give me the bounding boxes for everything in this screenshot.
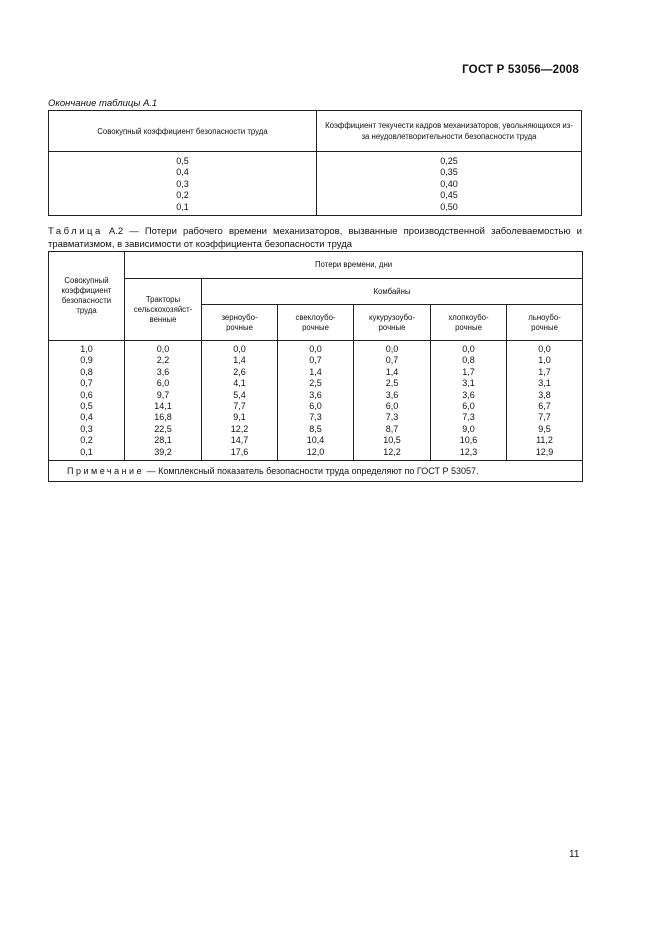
cell-value: 0,40 (440, 178, 458, 189)
table2-combine-grain-header: зерноубо-рочные (202, 305, 278, 341)
cell-value: 39,2 (154, 446, 172, 457)
cell-value: 9,5 (538, 423, 551, 434)
cell-value: 14,1 (154, 401, 172, 412)
cell-value: 7,3 (309, 412, 322, 423)
cell-value: 0,3 (176, 178, 189, 189)
cell-value: 1,7 (538, 366, 551, 377)
cell-value: 7,7 (538, 412, 551, 423)
cell-value: 9,1 (233, 412, 246, 423)
cell-value: 12,2 (230, 423, 249, 434)
cell-value: 0,0 (233, 344, 246, 354)
table2-caption-text: А.2 — Потери рабочего времени механизаторов, вызванные производственной заболеваемостью и травматизмом, в зависимости от коэффициента безопасности труда (48, 226, 582, 250)
cell-value: 2,5 (385, 378, 399, 389)
cell-value: 0,1 (176, 201, 189, 212)
cell-value: 0,45 (440, 190, 458, 201)
cell-value: 7,3 (385, 412, 399, 423)
cell-value: 0,0 (156, 344, 170, 354)
cell-value: 0,7 (385, 355, 399, 366)
table2-note-prefix: Примечание (67, 466, 145, 477)
cell-value: 14,7 (230, 435, 249, 446)
cell-value: 6,0 (309, 401, 322, 412)
cell-value: 28,1 (154, 435, 172, 446)
cell-value: 1,4 (233, 355, 246, 366)
cell-value: 0,3 (80, 423, 93, 434)
cell-value: 3,6 (462, 389, 475, 400)
cell-value: 0,35 (440, 167, 458, 178)
table2-combines-header: Комбайны (202, 279, 583, 305)
cell-value: 1,4 (385, 366, 399, 377)
table-a1-end (48, 110, 582, 216)
table2-combine-cotton-header: хлопкоубо-рочные (431, 305, 507, 341)
cell-value: 0,7 (309, 355, 322, 366)
cell-value: 6,0 (156, 378, 170, 389)
cell-value: 1,4 (309, 366, 322, 377)
table2-flax-values (507, 341, 583, 461)
table2-loss-header: Потери времени, дни (125, 252, 583, 279)
cell-value: 12,3 (459, 446, 478, 457)
cell-value: 0,1 (80, 446, 93, 457)
cell-value: 3,1 (462, 378, 475, 389)
cell-value: 12,2 (383, 446, 401, 457)
cell-value: 0,4 (80, 412, 93, 423)
cell-value: 4,1 (233, 378, 246, 389)
cell-value: 2,6 (233, 366, 246, 377)
cell-value: 3,6 (385, 389, 399, 400)
cell-value: 0,7 (80, 378, 93, 389)
cell-value: 0,0 (462, 344, 475, 354)
cell-value: 8,7 (385, 423, 399, 434)
cell-value: 0,9 (80, 355, 93, 366)
cell-value: 7,7 (233, 401, 246, 412)
table2-safety-values (49, 341, 125, 461)
table2-tractors-header: Тракторы сельскохозяйст-венные (125, 279, 202, 341)
table1-col1-values (49, 152, 317, 216)
cell-value: 12,0 (306, 446, 325, 457)
cell-value: 7,3 (462, 412, 475, 423)
cell-value: 10,4 (306, 435, 325, 446)
table2-combine-beet-header: свеклоубо-рочные (278, 305, 354, 341)
cell-value: 0,0 (538, 344, 551, 354)
cell-value: 0,8 (80, 366, 93, 377)
table2-caption-prefix: Таблица (48, 226, 103, 237)
cell-value: 0,2 (80, 435, 93, 446)
table2-note-text: — Комплексный показатель безопасности труда определяют по ГОСТ Р 53057. (144, 466, 479, 477)
cell-value: 11,2 (536, 435, 553, 446)
cell-value: 0,8 (462, 355, 475, 366)
cell-value: 6,0 (385, 401, 399, 412)
cell-value: 0,25 (440, 156, 458, 166)
cell-value: 0,6 (80, 389, 93, 400)
cell-value: 9,0 (462, 423, 475, 434)
cell-value: 22,5 (154, 423, 172, 434)
table2-beet-values (278, 341, 354, 461)
cell-value: 16,8 (154, 412, 172, 423)
table2-cotton-values (431, 341, 507, 461)
table2-grain-values (202, 341, 278, 461)
table2-safety-header: Совокупный коэффициент безопасности труда (49, 252, 125, 341)
table1-caption: Окончание таблицы А.1 (48, 98, 158, 109)
table1-col2-values (317, 152, 582, 216)
cell-value: 5,4 (233, 389, 246, 400)
cell-value: 1,0 (538, 355, 551, 366)
table1-col1-header: Совокупный коэффициент безопасности труда (49, 111, 317, 152)
cell-value: 12,9 (535, 446, 554, 457)
cell-value: 0,5 (176, 156, 189, 166)
cell-value: 0,2 (176, 190, 189, 201)
table2-caption (48, 226, 582, 251)
cell-value: 6,0 (462, 401, 475, 412)
table-a2 (48, 251, 583, 482)
cell-value: 0,50 (440, 201, 458, 212)
cell-value: 17,6 (230, 446, 249, 457)
cell-value: 10,6 (459, 435, 478, 446)
table2-combine-flax-header: льноубо-рочные (507, 305, 583, 341)
cell-value: 8,5 (309, 423, 322, 434)
cell-value: 1,7 (462, 366, 475, 377)
cell-value: 0,5 (80, 401, 93, 412)
cell-value: 0,0 (385, 344, 399, 354)
table2-note (49, 461, 583, 482)
table2-combine-corn-header: кукурузоубо-рочные (354, 305, 431, 341)
cell-value: 3,6 (309, 389, 322, 400)
table2-tractors-values (125, 341, 202, 461)
cell-value: 10,5 (383, 435, 401, 446)
cell-value: 2,2 (156, 355, 170, 366)
cell-value: 6,7 (538, 401, 551, 412)
cell-value: 3,1 (538, 378, 551, 389)
cell-value: 3,8 (538, 389, 551, 400)
cell-value: 0,4 (176, 167, 189, 178)
cell-value: 9,7 (156, 389, 170, 400)
cell-value: 0,0 (309, 344, 322, 354)
document-id: ГОСТ Р 53056—2008 (462, 64, 579, 76)
page-number: 11 (569, 849, 580, 860)
table2-corn-values (354, 341, 431, 461)
table1-col2-header: Коэффициент текучести кадров механизаторов, увольняющихся из-за неудовлетворительности безопасности труда (317, 111, 582, 152)
cell-value: 2,5 (309, 378, 322, 389)
cell-value: 1,0 (80, 344, 93, 354)
cell-value: 3,6 (156, 366, 170, 377)
